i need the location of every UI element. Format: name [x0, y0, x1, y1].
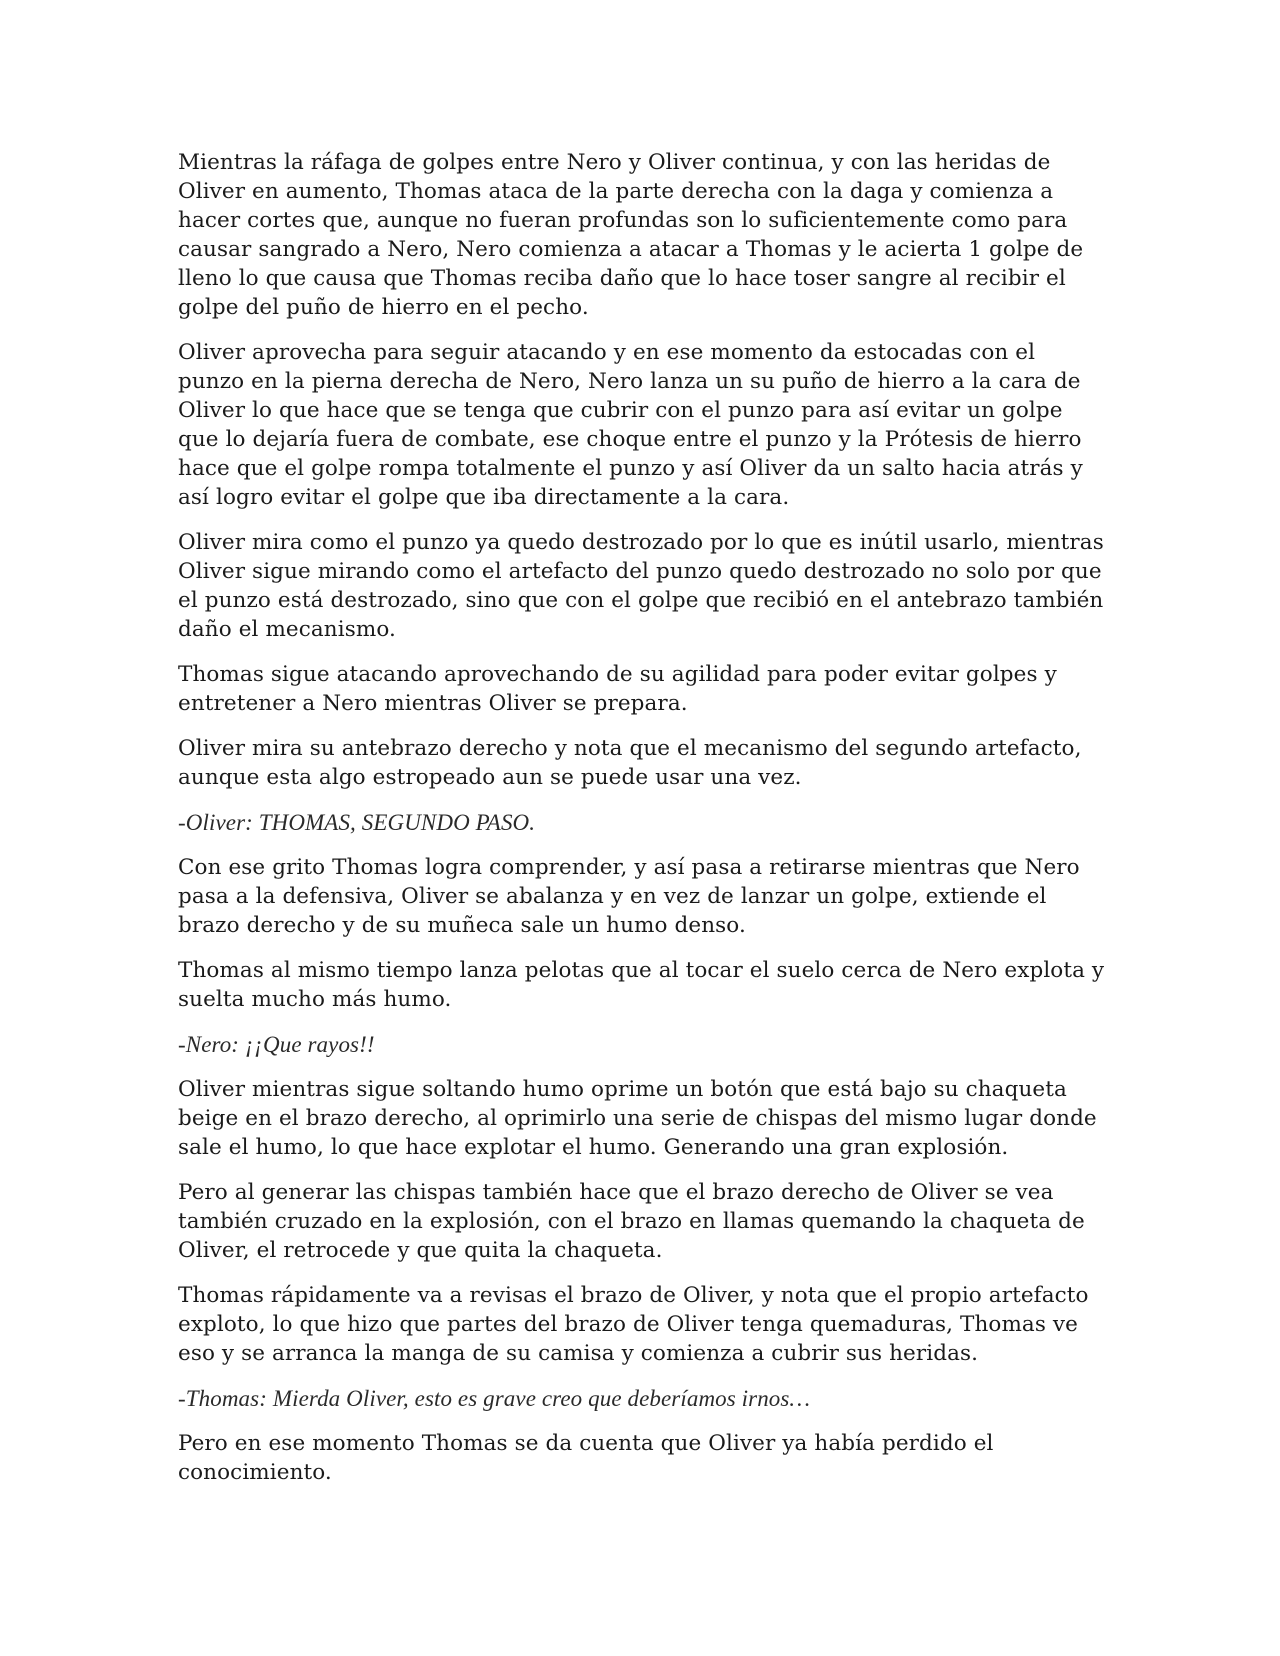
document-body [178, 148, 1108, 1503]
narration-paragraph: Con ese grito Thomas logra comprender, y así pasa a retirarse mientras que Nero pasa a la defensiva, Oliver se abalanza y en vez de lanzar un golpe, extiende el brazo derecho y de su muñeca sale un humo denso. [178, 855, 1080, 938]
dialogue-line-thomas: -Thomas: Mierda Oliver, esto es grave creo que deberíamos irnos… [178, 1386, 810, 1411]
narration-paragraph: Oliver mira como el punzo ya quedo destrozado por lo que es inútil usarlo, mientras Oliver sigue mirando como el artefacto del punzo quedo destrozado no solo por que el punzo está destrozado, sino que con el golpe que recibió en el antebrazo también daño el mecanismo. [178, 530, 1104, 642]
dialogue-line-nero: -Nero: ¡¡Que rayos!! [178, 1032, 375, 1057]
dialogue-line-oliver: -Oliver: THOMAS, SEGUNDO PASO. [178, 810, 536, 835]
narration-paragraph: Oliver mientras sigue soltando humo oprime un botón que está bajo su chaqueta beige en el brazo derecho, al oprimirlo una serie de chispas del mismo lugar donde sale el humo, lo que hace explotar el humo. Generando una gran explosión. [178, 1077, 1097, 1160]
narration-paragraph: Oliver mira su antebrazo derecho y nota que el mecanismo del segundo artefacto, aunque esta algo estropeado aun se puede usar una vez. [178, 736, 1082, 790]
narration-paragraph: Pero en ese momento Thomas se da cuenta que Oliver ya había perdido el conocimiento. [178, 1431, 994, 1485]
narration-paragraph: Thomas sigue atacando aprovechando de su agilidad para poder evitar golpes y entretener a Nero mientras Oliver se prepara. [178, 662, 1057, 716]
narration-paragraph: Pero al generar las chispas también hace que el brazo derecho de Oliver se vea también cruzado en la explosión, con el brazo en llamas quemando la chaqueta de Oliver, el retrocede y que quita la chaqueta. [178, 1180, 1085, 1263]
narration-paragraph: Mientras la ráfaga de golpes entre Nero y Oliver continua, y con las heridas de Oliver en aumento, Thomas ataca de la parte derecha con la daga y comienza a hacer cortes que, aunque no fueran profundas son lo suficientemente como para causar sangrado a Nero, Nero comienza a atacar a Thomas y le acierta 1 golpe de lleno lo que causa que Thomas reciba daño que lo hace toser sangre al recibir el golpe del puño de hierro en el pecho. [178, 150, 1084, 320]
narration-paragraph: Thomas rápidamente va a revisas el brazo de Oliver, y nota que el propio artefacto exploto, lo que hizo que partes del brazo de Oliver tenga quemaduras, Thomas ve eso y se arranca la manga de su camisa y comienza a cubrir sus heridas. [178, 1283, 1089, 1366]
narration-paragraph: Thomas al mismo tiempo lanza pelotas que al tocar el suelo cerca de Nero explota y suelta mucho más humo. [178, 958, 1105, 1012]
narration-paragraph: Oliver aprovecha para seguir atacando y en ese momento da estocadas con el punzo en la pierna derecha de Nero, Nero lanza un su puño de hierro a la cara de Oliver lo que hace que se tenga que cubrir con el punzo para así evitar un golpe que lo dejaría fuera de combate, ese choque entre el punzo y la Prótesis de hierro hace que el golpe rompa totalmente el punzo y así Oliver da un salto hacia atrás y así logro evitar el golpe que iba directamente a la cara. [178, 340, 1083, 510]
